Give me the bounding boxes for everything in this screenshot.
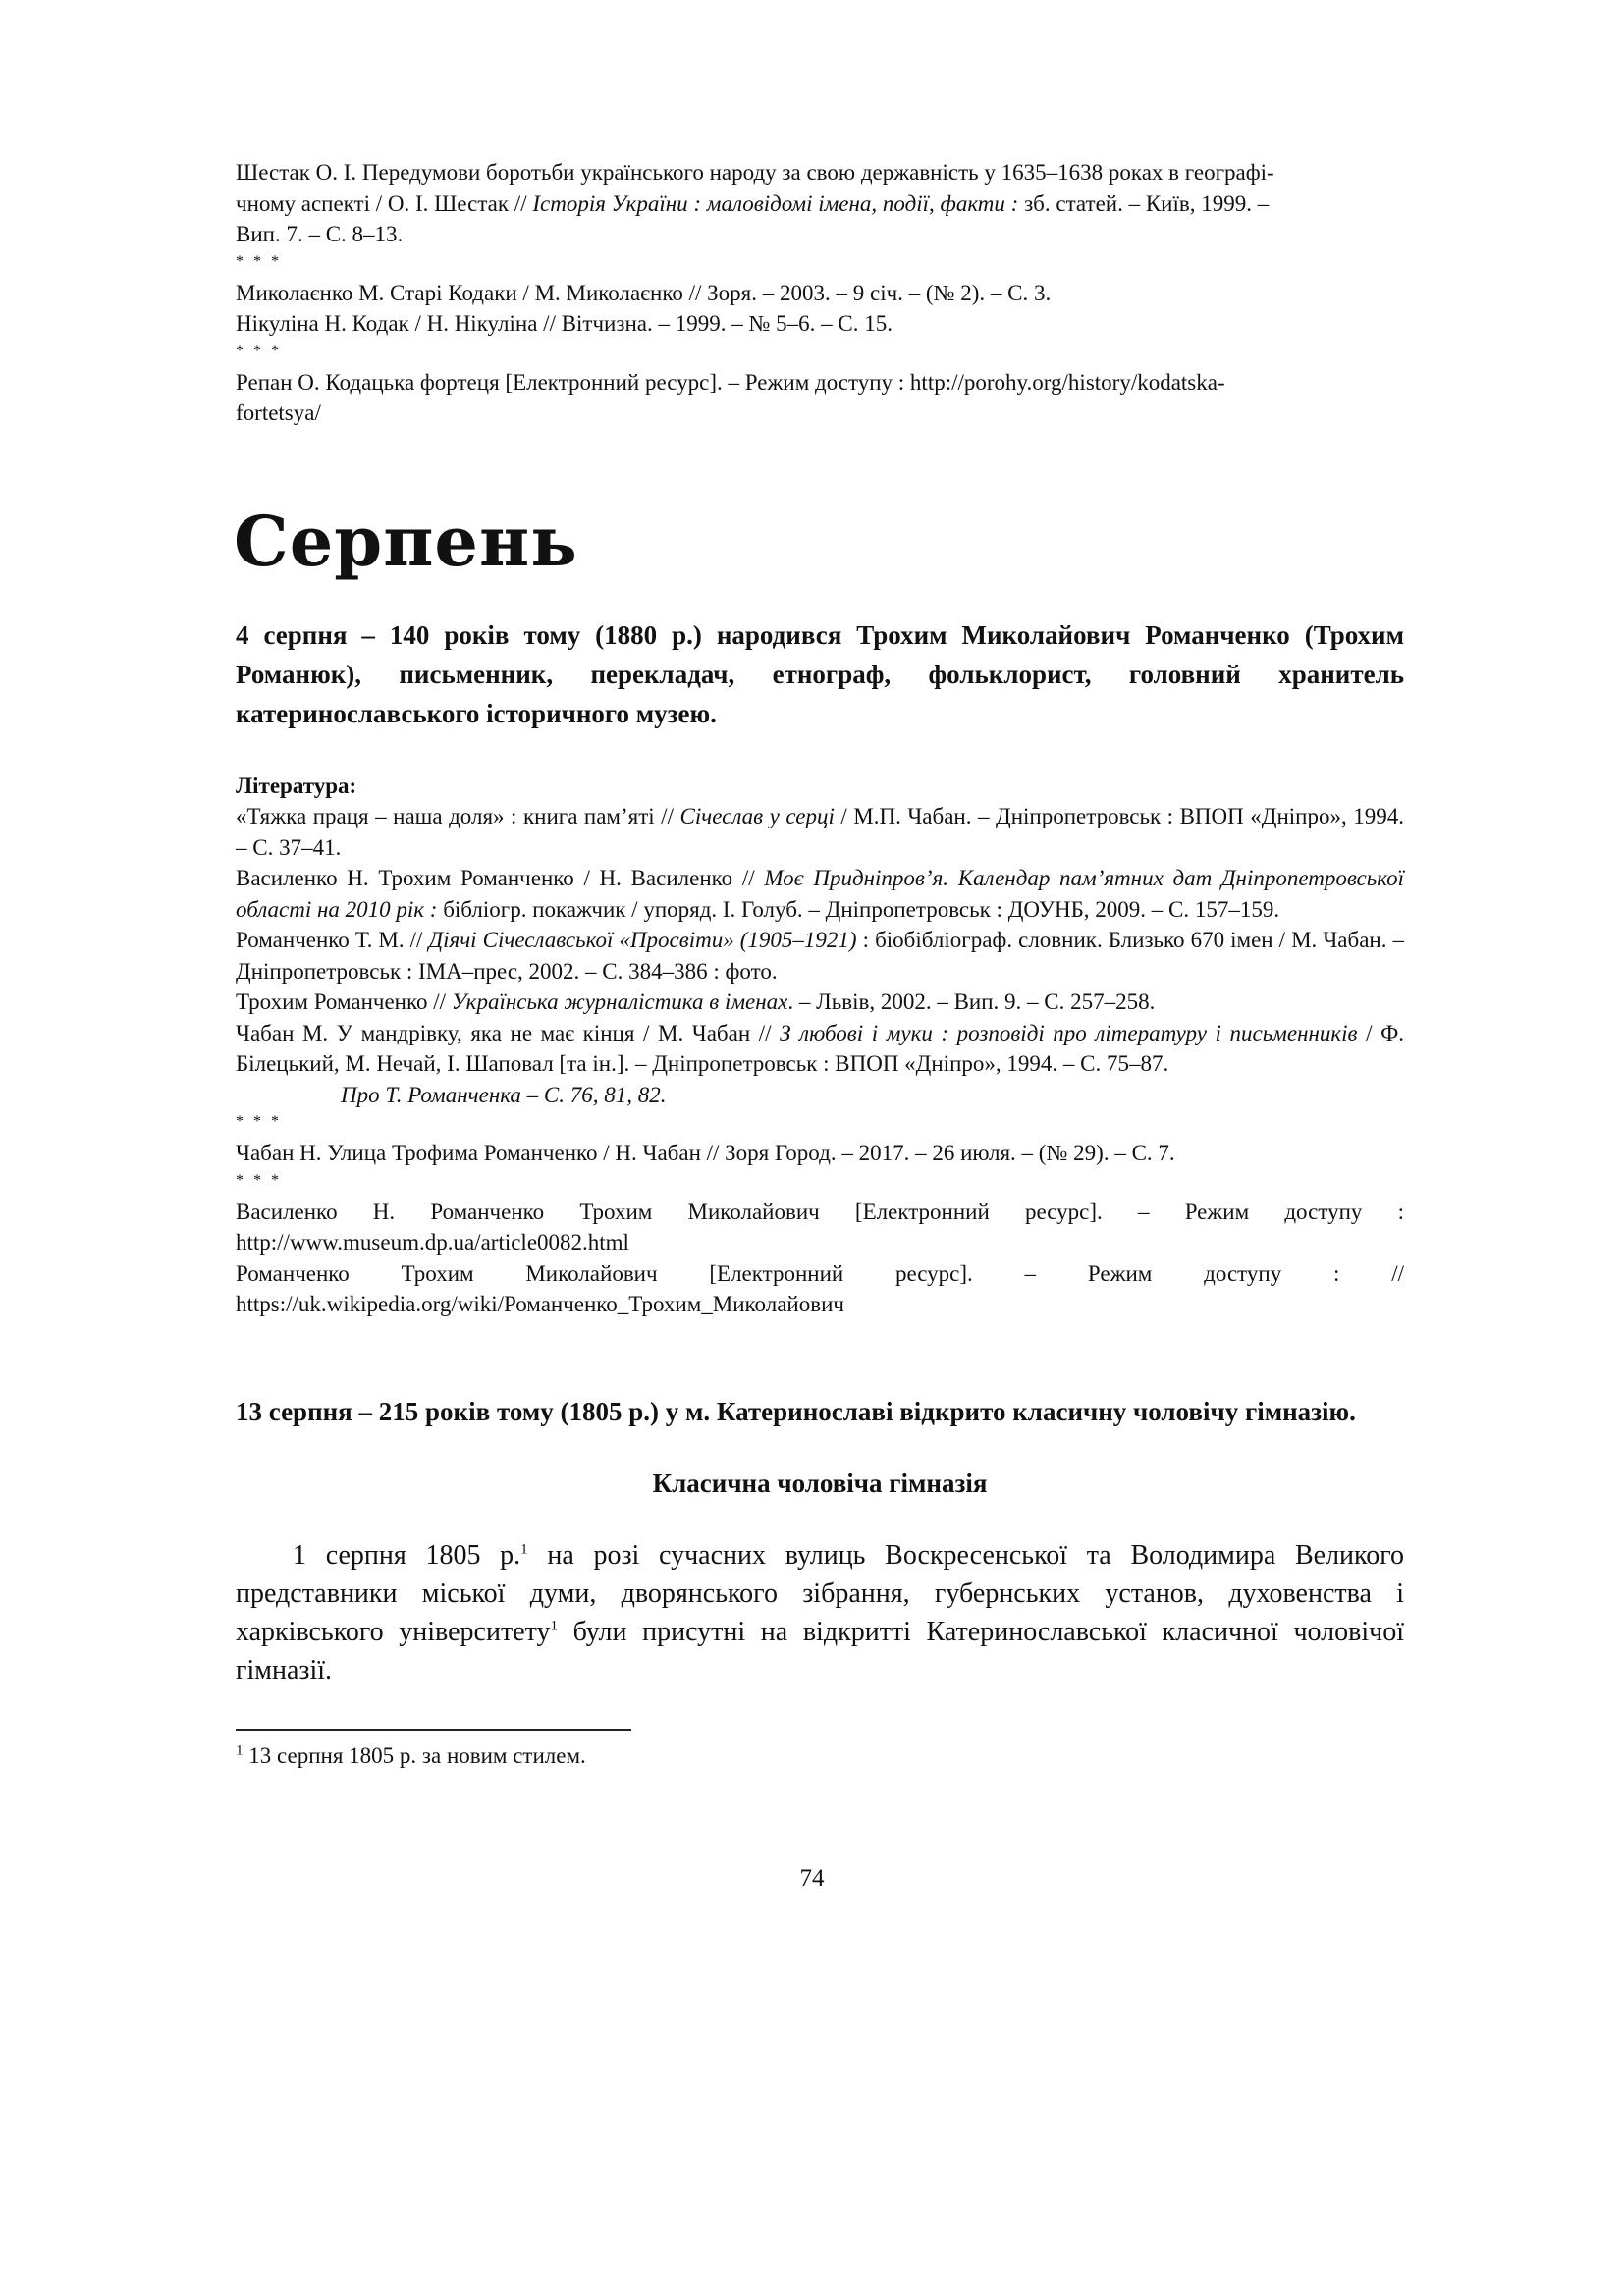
reference-vasylenko-url: http://www.museum.dp.ua/article0082.html xyxy=(236,1230,629,1255)
footnote-ref: 1 xyxy=(520,1541,528,1558)
reference-wikipedia-url: https://uk.wikipedia.org/wiki/Романченко_Трохим_Миколайович xyxy=(236,1292,844,1316)
reference-vasylenko-online: Василенко Н. Романченко Трохим Миколайович [Електронний ресурс]. – Режим доступу : xyxy=(236,1199,1404,1224)
reference-repan: Репан О. Кодацька фортеця [Електронний ресурс]. – Режим доступу : http://porohy.org/history/kodatska- fortetsya/ xyxy=(236,369,1225,425)
top-references xyxy=(236,157,1404,429)
reference-journalism: Трохим Романченко // Українська журналістика в іменах. – Львів, 2002. – Вип. 9. – С. 257–258. xyxy=(236,989,1156,1014)
event-heading: 13 серпня – 215 років тому (1805 р.) у м. Катеринославі відкрито класичну чоловічу гімназію. xyxy=(236,1397,1356,1426)
event-romanchenko xyxy=(236,615,1404,1320)
separator-stars: * * * xyxy=(236,1113,282,1130)
reference-chaban-mandrivka: Чабан М. У мандрівку, яка не має кінця / М. Чабан // З любові і муки : розповіді про літературу і письменників / Ф. Білецький, М. Нечай, І. Шаповал [та ін.]. – Дніпропетровськ : ВПОП «Дніпро», 1994. – С. 75–87. xyxy=(236,1020,1405,1076)
reference-vasylenko: Василенко Н. Трохим Романченко / Н. Василенко // Моє Придніпров’я. Календар пам’ятних дат Дніпропетровської області на 2010 рік : бібліогр. покажчик / упоряд. І. Голуб. – Дніпропетровськ : ДОУНБ, 2009. – С. 157–159. xyxy=(236,866,1404,922)
reference-chaban-street: Чабан Н. Улица Трофима Романченко / Н. Чабан // Зоря Город. – 2017. – 26 июля. – (№ 29). – С. 7. xyxy=(236,1141,1175,1165)
reference-nikulina: Нікуліна Н. Кодак / Н. Нікуліна // Вітчизна. – 1999. – № 5–6. – С. 15. xyxy=(236,311,893,336)
reference-tiazhka-pratsia: «Тяжка праця – наша доля» : книга пам’яті // Січеслав у серці / М.П. Чабан. – Дніпропетровськ : ВПОП «Дніпро», 1994. – С. 37–41. xyxy=(236,804,1404,860)
footnote-divider xyxy=(236,1729,631,1731)
event-gymnasium xyxy=(236,1392,1404,1689)
reference-romanchenko-dictionary: Романченко Т. М. // Діячі Січеславської «Просвіти» (1905–1921) : біобібліограф. словник. Близько 670 імен / М. Чабан. – Дніпропетровськ : ІМА–прес, 2002. – С. 384–386 : фото. xyxy=(236,928,1405,984)
literature-label: Література: xyxy=(236,774,357,798)
month-heading: Серпень xyxy=(234,501,578,582)
page-number: 74 xyxy=(799,1865,825,1892)
footnote: $^1$ 13 серпня 1805 р. за новим стилем. xyxy=(236,1742,586,1768)
reference-shestak: Шестак О. І. Передумови боротьби українського народу за свою державність у 1635–1638 роках в географі- чному аспекті / О. І. Шестак // Історія України : маловідомі імена, події, факти : зб. статей. – Київ, 1999. – Вип. 7. – С. 8–13. xyxy=(236,160,1274,246)
body-paragraph: 1 серпня 1805 р.$^1$ на розі сучасних вулиць Воскресенської та Володимира Великого представники міської думи, дворянського зібрання, губернських установ, духовенства і харківського університету$^1$ були присутні на відкритті Катеринославської класичної чоловічої гімназії. xyxy=(236,1540,1405,1685)
separator-stars: * * * xyxy=(236,1171,282,1189)
section-subtitle: Класична чоловіча гімназія xyxy=(652,1468,988,1498)
reference-note: Про Т. Романченка – С. 76, 81, 82. xyxy=(341,1082,667,1107)
reference-mykolaienko: Миколаєнко М. Старі Кодаки / М. Миколаєнко // Зоря. – 2003. – 9 січ. – (№ 2). – С. 3. xyxy=(236,280,1052,305)
separator-stars: * * * xyxy=(236,252,282,270)
event-heading: 4 серпня – 140 років тому (1880 р.) народився Трохим Миколайович Романченко (Трохим Романюк), письменник, перекладач, етнограф, фольклорист, головний хранитель катеринославського історичного музею. xyxy=(236,620,1404,728)
reference-wikipedia: Романченко Трохим Миколайович [Електронний ресурс]. – Режим доступу : // xyxy=(236,1260,1404,1286)
footnote-ref: 1 xyxy=(550,1618,558,1634)
separator-stars: * * * xyxy=(236,342,282,359)
